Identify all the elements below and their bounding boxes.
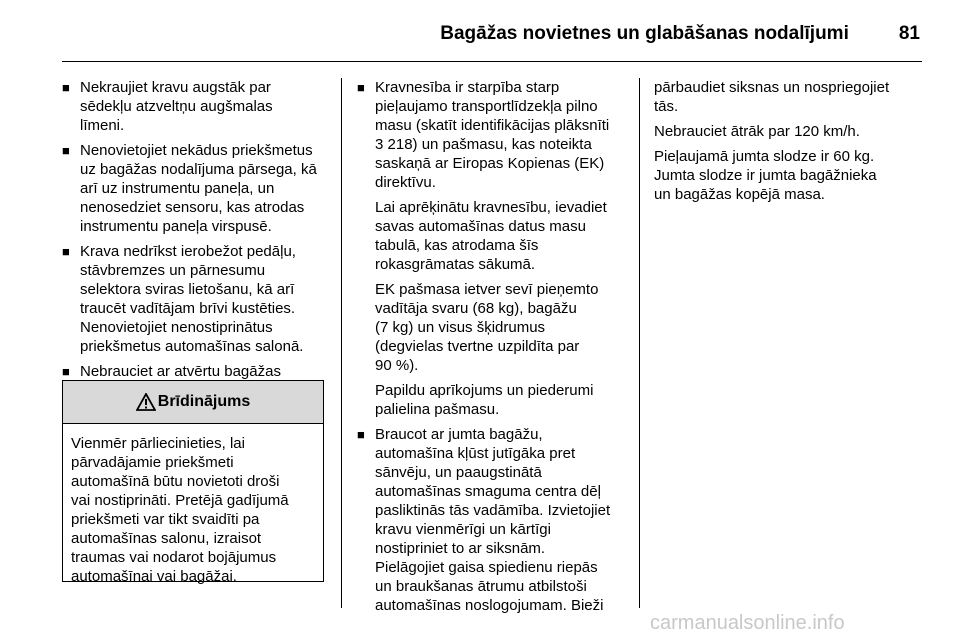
text-line: un braukšanas ātrumu atbilstoši (375, 578, 587, 595)
text-line-reference: 3 218) un pašmasu, kas noteikta (375, 136, 592, 153)
text-line: pārbaudiet siksnas un nospriegojiet (654, 79, 890, 96)
text-line: Pielāgojiet gaisa spiedienu riepās (375, 559, 598, 576)
text-line: pārvadājamie priekšmeti (71, 454, 234, 471)
text-line: Nenovietojiet nenostiprinātus (80, 319, 273, 336)
column-2 (357, 78, 625, 621)
text-line: Vienmēr pārliecinieties, lai (71, 435, 245, 452)
text-line: stāvbremzes un pārnesumu (80, 262, 266, 279)
text-line: pasliktinās tās vadāmība. Izvietojiet (375, 502, 611, 519)
page-header (0, 14, 920, 54)
bullet-square-icon: ■ (62, 143, 70, 158)
text-line: tās. (654, 98, 679, 115)
list-item (357, 78, 625, 419)
text-line: vadītāja svaru (68 kg), bagāžu (375, 300, 577, 317)
text-line: instrumentu paneļa virspusē. (80, 218, 272, 235)
text-line: nostipriniet to ar siksnām. (375, 540, 546, 557)
text-line: automašīnas noslogojumam. Bieži (375, 597, 604, 614)
warning-triangle-icon (136, 393, 156, 411)
text-line: Nenovietojiet nekādus priekšmetus (80, 142, 313, 159)
list-item (62, 242, 324, 356)
text-line: līmeni. (80, 117, 125, 134)
text-line: un bagāžas kopējā masa. (654, 186, 825, 203)
text-line: priekšmeti var tikt svaidīti pa (71, 511, 260, 528)
text-line: automašīnā būtu novietoti droši (71, 473, 280, 490)
paragraph (654, 78, 924, 116)
text-line: selektora sviras lietošanu, kā arī (80, 281, 295, 298)
column-divider-2 (639, 78, 640, 608)
bullet-square-icon: ■ (62, 244, 70, 259)
text-line: traumas vai nodarot bojājumus (71, 549, 277, 566)
text-line: Papildu aprīkojums un piederumi (375, 382, 594, 399)
bullet-square-icon: ■ (62, 80, 70, 95)
text-line: automašīnas salonu, izraisot (71, 530, 262, 547)
text-line: vai nostiprināti. Pretējā gadījumā (71, 492, 289, 509)
warning-heading (63, 381, 323, 424)
text-line: nenosedziet sensoru, kas atrodas (80, 199, 305, 216)
warning-body (63, 424, 323, 586)
text-line: Nebrauciet ar atvērtu bagāžas (80, 363, 281, 380)
text-line: Nebrauciet ātrāk par 120 km/h. (654, 123, 860, 140)
column-3 (654, 78, 924, 210)
text-line: (degvielas tvertne uzpildīta par (375, 338, 580, 355)
text-line: automašīnas smaguma centra dēļ (375, 483, 601, 500)
text-line: EK pašmasa ietver sevī pieņemto (375, 281, 599, 298)
text-line: priekšmetus automašīnas salonā. (80, 338, 304, 355)
bullet-square-icon: ■ (62, 364, 70, 379)
text-line: rokasgrāmatas sākumā. (375, 256, 536, 273)
text-line: palielina pašmasu. (375, 401, 500, 418)
paragraph (654, 147, 924, 204)
warning-title: Brīdinājums (157, 393, 251, 410)
page-title: Bagāžas novietnes un glabāšanas nodalījumi (440, 23, 849, 44)
text-line: savas automašīnas datus masu (375, 218, 586, 235)
text-line: tabulā, kas atrodama šīs (375, 237, 539, 254)
column-1 (62, 78, 324, 406)
text-line: (7 kg) un visus šķidrumus (375, 319, 546, 336)
list-item (62, 78, 324, 135)
watermark: carmanualsonline.info (650, 612, 845, 634)
text-line: Jumta slodze ir jumta bagāžnieka (654, 167, 877, 184)
text-line: sēdekļu atzveltņu augšmalas (80, 98, 273, 115)
text-line: Krava nedrīkst ierobežot pedāļu, (80, 243, 296, 260)
text-line: sānvēju, un paaugstinātā (375, 464, 542, 481)
text-line: Pieļaujamā jumta slodze ir 60 kg. (654, 148, 875, 165)
text-line: automašīna kļūst jutīgāka pret (375, 445, 576, 462)
text-line: Nekraujiet kravu augstāk par (80, 79, 271, 96)
page-number: 81 (898, 23, 920, 44)
text-line: masu (skatīt identifikācijas plāksnīti (375, 117, 610, 134)
text-line: Braucot ar jumta bagāžu, (375, 426, 543, 443)
text-line: uz bagāžas nodalījuma pārsega, kā (80, 161, 317, 178)
warning-box (62, 380, 324, 585)
text-line: Lai aprēķinātu kravnesību, ievadiet (375, 199, 607, 216)
text-line: direktīvu. (375, 174, 436, 191)
text-line: arī uz instrumentu paneļa, un (80, 180, 275, 197)
text-line: automašīnai vai bagāžai. (71, 568, 237, 585)
bullet-square-icon: ■ (357, 80, 365, 95)
text-line: pieļaujamo transportlīdzekļa pilno (375, 98, 598, 115)
column-divider-1 (341, 78, 342, 608)
header-rule (62, 61, 922, 62)
text-line: Kravnesība ir starpība starp (375, 79, 560, 96)
list-item (62, 141, 324, 236)
text-line: 90 %). (375, 357, 419, 374)
text-line: kravu vienmērīgi un kārtīgi (375, 521, 551, 538)
text-line: traucēt vadītājam brīvi kustēties. (80, 300, 296, 317)
list-item (357, 425, 625, 615)
text-line: saskaņā ar Eiropas Kopienas (EK) (375, 155, 605, 172)
paragraph (654, 122, 924, 141)
bullet-square-icon: ■ (357, 427, 365, 442)
